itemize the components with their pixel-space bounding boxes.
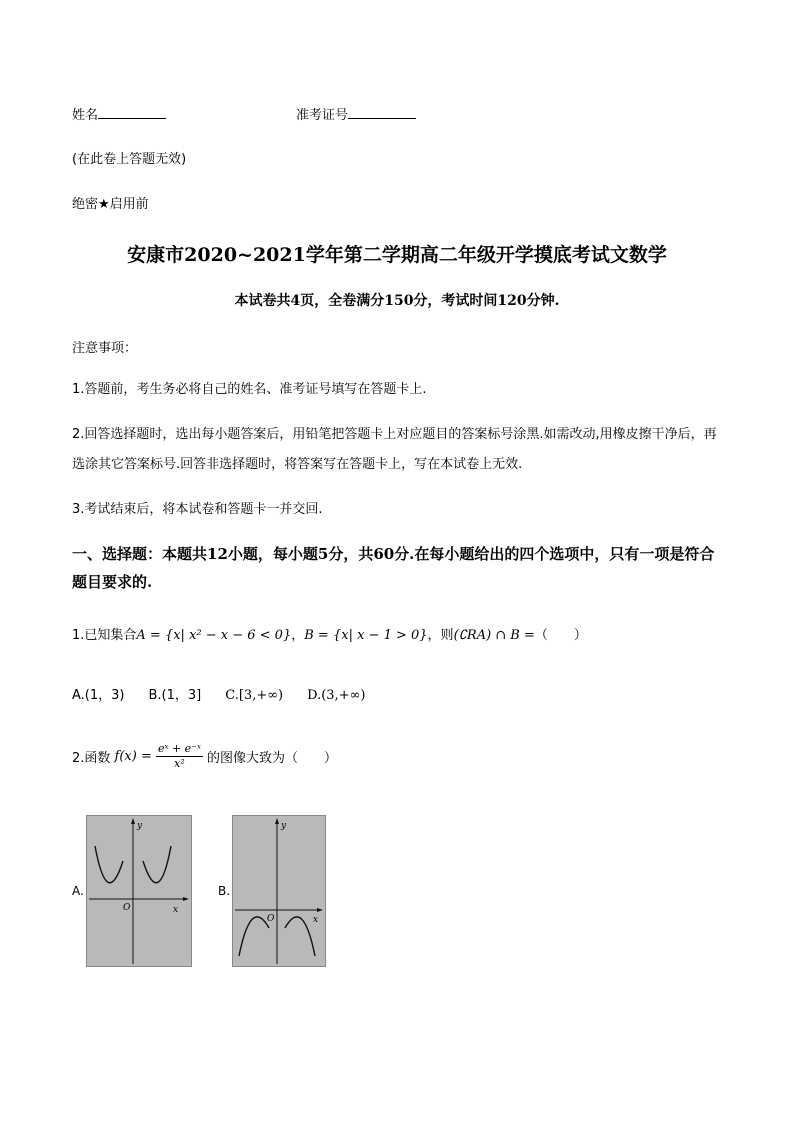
- q2-option-b-label: B.: [218, 884, 231, 898]
- name-field: [72, 104, 166, 123]
- q2-fraction: [156, 742, 203, 771]
- graph-a-y-label: y: [137, 821, 143, 831]
- graph-b-x-arrow: [317, 908, 323, 912]
- section-heading: 一、选择题：本题共12小题，每小题5分，共60分.在每小题给出的四个选项中，只有一项是符合题目要求的.: [72, 545, 715, 591]
- page-subtitle: 本试卷共4页，全卷满分150分，考试时间120分钟.: [234, 293, 560, 309]
- q2-option-b-graph: [232, 815, 326, 967]
- q1-sep: ，: [291, 628, 305, 643]
- secret-label: 绝密★启用前: [72, 197, 149, 212]
- exam-id-label: 准考证号: [296, 108, 349, 123]
- graph-b-x-label: x: [313, 915, 319, 925]
- q2-numerator: eˣ + e⁻ˣ: [158, 742, 201, 755]
- q2-option-a-graph: [86, 815, 192, 967]
- notes-heading: 注意事项：: [72, 341, 138, 356]
- q2-suffix: 的图像大致为（ ）: [207, 751, 338, 766]
- graph-b-right-curve: [285, 917, 315, 956]
- exam-id-blank: [348, 106, 416, 119]
- q1-blank: （ ）: [534, 628, 587, 643]
- name-label: 姓名: [72, 108, 99, 123]
- q1-mid: ，则: [427, 628, 454, 643]
- note-item-2: 2.回答选择题时，选出每小题答案后，用铅笔把答题卡上对应题目的答案标号涂黑.如需改动,用橡皮擦干净后，再选涂其它答案标号.回答非选择题时，将答案写在答题卡上，写在本试卷上无效.: [72, 427, 717, 472]
- graph-a-svg: [87, 816, 191, 966]
- q1-option-c: C.[3,+∞): [225, 688, 284, 703]
- invalid-note: (在此卷上答题无效): [72, 152, 187, 167]
- page-title: 安康市2020~2021学年第二学期高二年级开学摸底考试文数学: [127, 244, 667, 266]
- q1-set-b: B = {x| x − 1 > 0}: [304, 628, 428, 643]
- q2-denominator: x²: [174, 757, 185, 770]
- question-1: [72, 624, 587, 643]
- q2-option-a-label: A.: [72, 884, 84, 898]
- graph-a-origin: O: [123, 903, 131, 913]
- note-item-3: 3.考试结束后，将本试卷和答题卡一并交回.: [72, 502, 323, 517]
- q1-option-b: B.(1，3]: [148, 688, 202, 703]
- q1-prefix: 1.已知集合: [72, 628, 137, 643]
- q1-expr: (∁RA) ∩ B =: [453, 628, 535, 643]
- graph-b-y-label: y: [281, 821, 287, 831]
- q1-option-d: D.(3,+∞): [307, 688, 366, 703]
- q1-options: [72, 684, 366, 703]
- graph-a-y-arrow: [131, 818, 135, 824]
- name-blank: [98, 106, 166, 119]
- q1-set-a: A = {x| x² − x − 6 < 0}: [136, 628, 292, 643]
- q2-prefix: 2.函数: [72, 751, 111, 766]
- note-item-1: 1.答题前，考生务必将自己的姓名、准考证号填写在答题卡上.: [72, 382, 427, 397]
- graph-a-right-curve: [143, 846, 171, 883]
- graph-b-y-arrow: [275, 818, 279, 824]
- exam-id-field: [296, 104, 416, 123]
- graph-a-left-curve: [95, 846, 123, 883]
- graph-b-origin: O: [267, 914, 275, 924]
- q2-func: f(x) =: [114, 749, 152, 764]
- graph-b-left-curve: [239, 917, 269, 956]
- graph-a-x-arrow: [183, 897, 189, 901]
- question-2: [72, 742, 337, 771]
- q1-option-a: A.(1，3): [72, 688, 125, 703]
- graph-a-x-label: x: [173, 905, 179, 915]
- graph-b-svg: [233, 816, 325, 966]
